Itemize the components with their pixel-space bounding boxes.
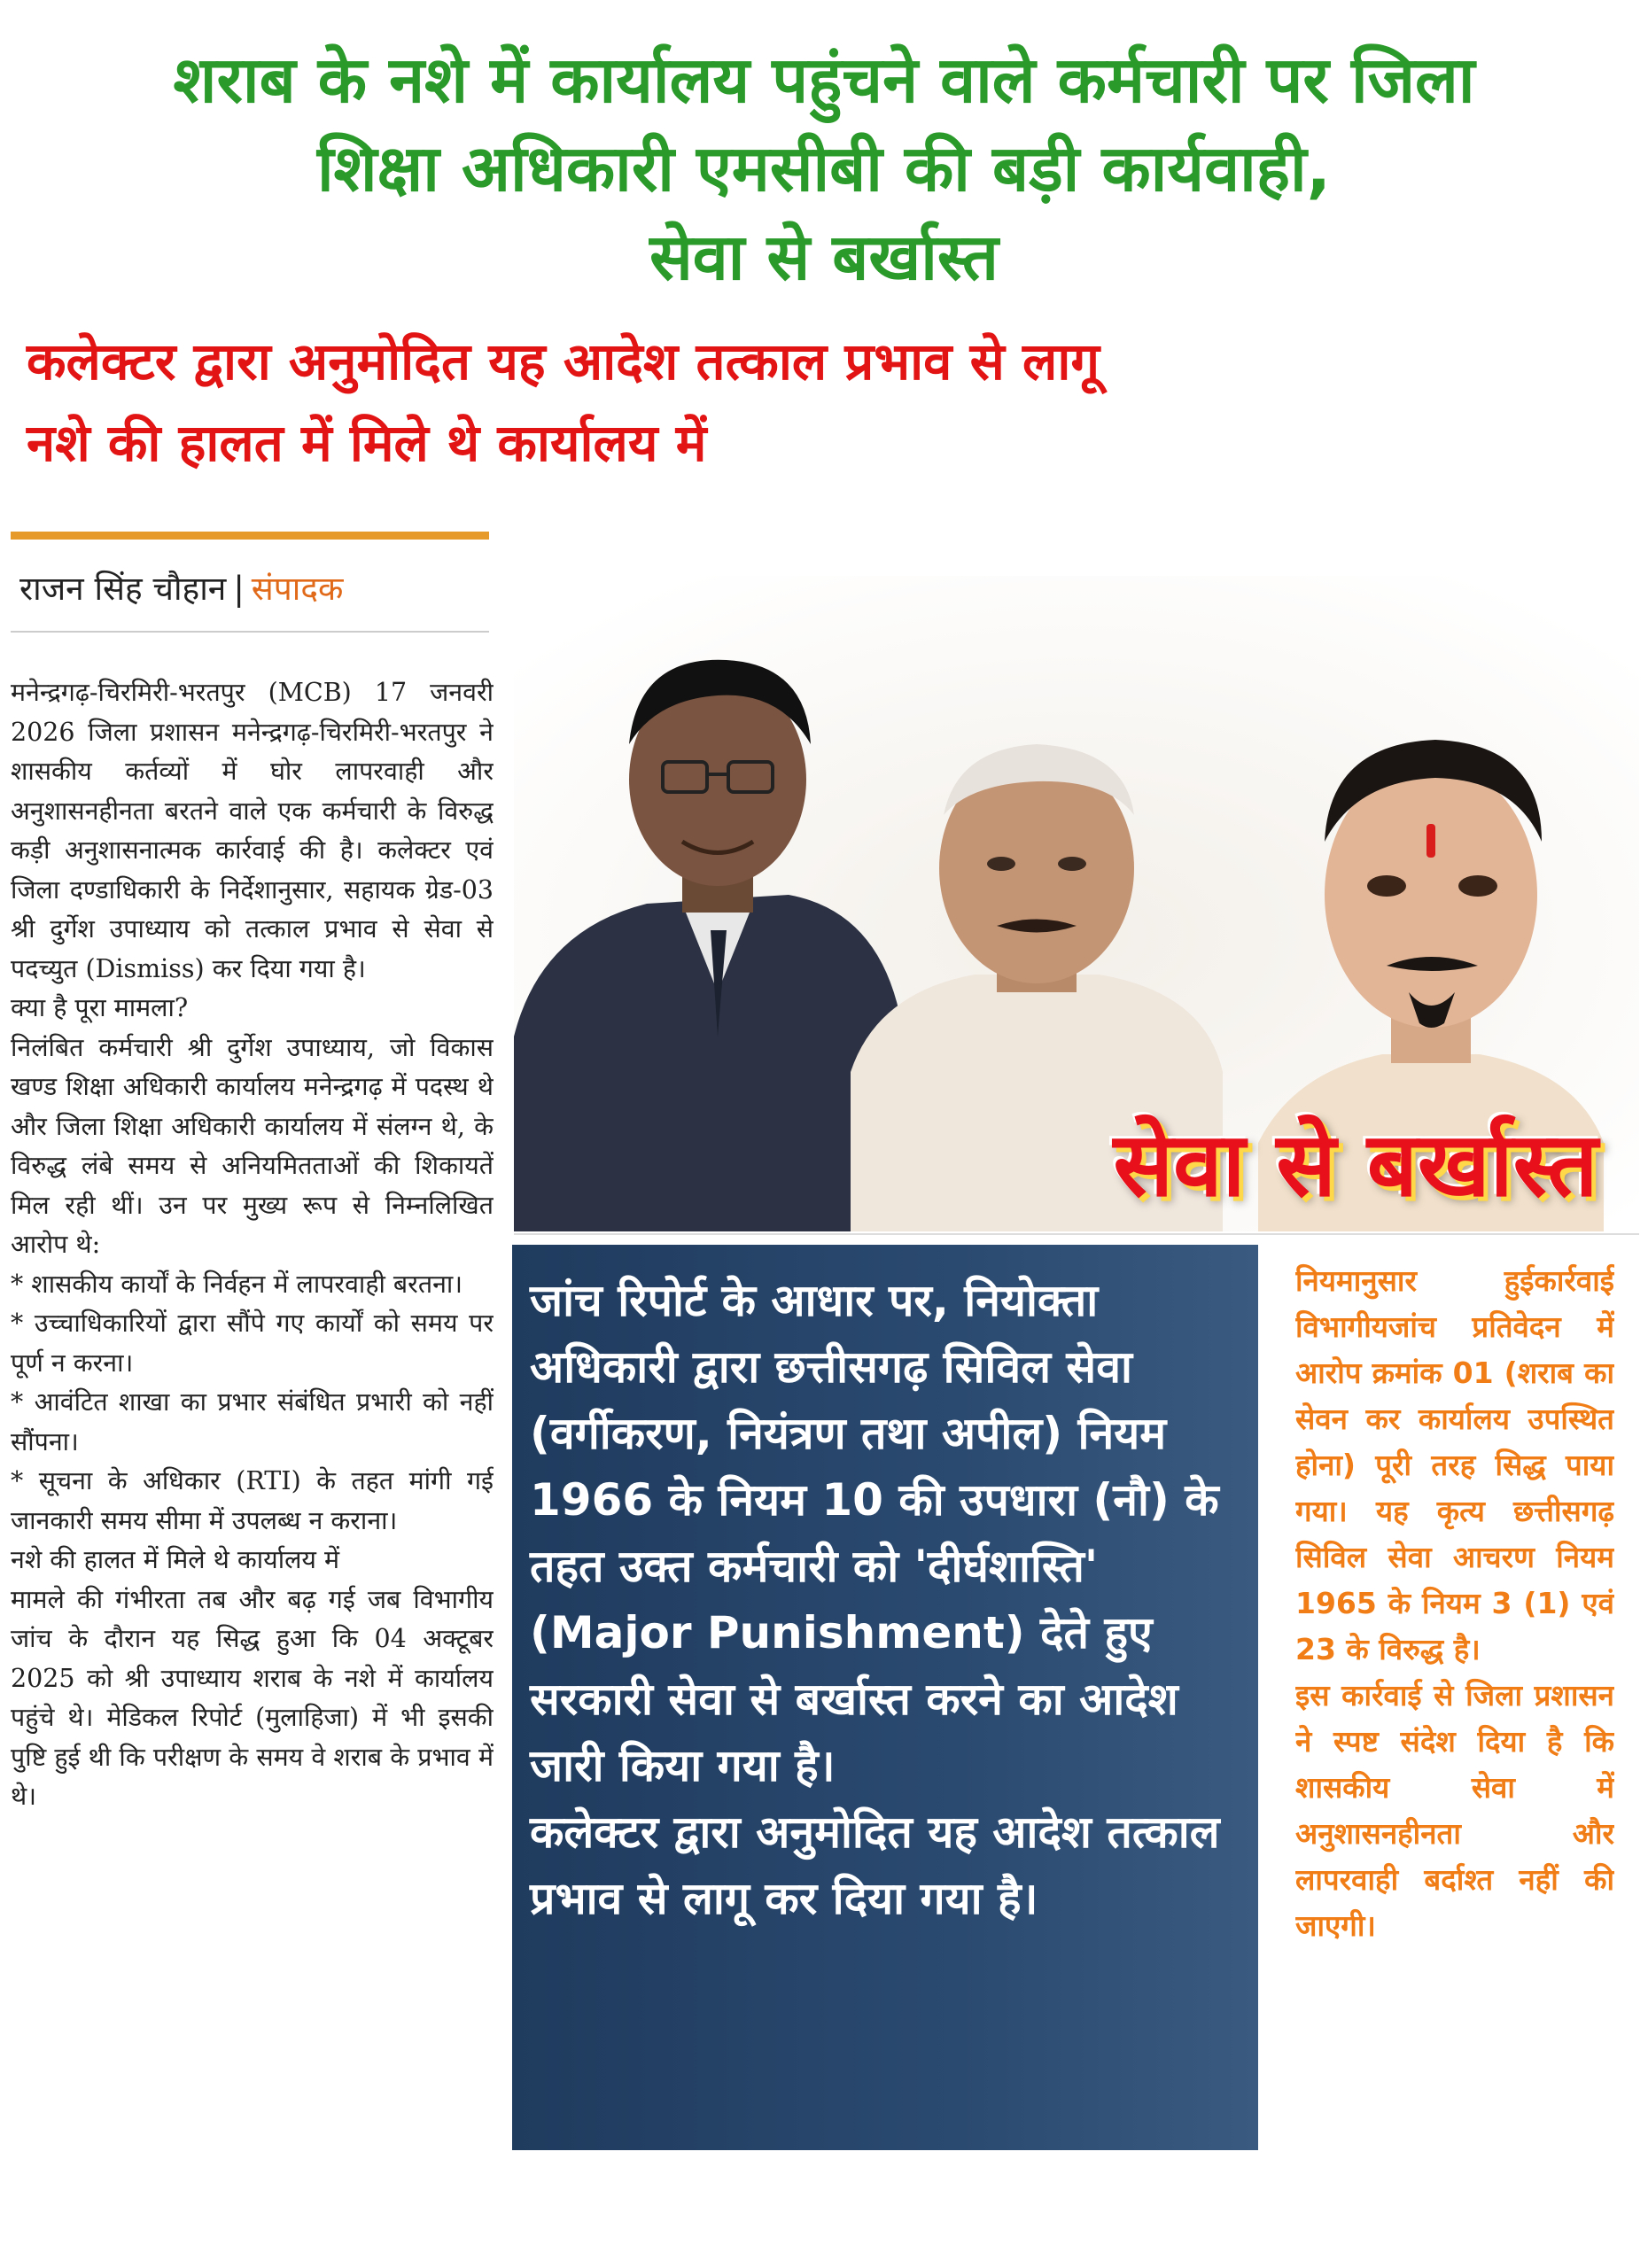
section-divider	[514, 1233, 1639, 1235]
article-paragraph: मनेन्द्रगढ़-चिरमिरी-भरतपुर (MCB) 17 जनवरी 2026 जिला प्रशासन मनेन्द्रगढ़-चिरमिरी-भरतपुर ने शासकीय कर्तव्यों में घोर लापरवाही और अनुशासनहीनता बरतने वाले एक कर्मचारी के विरुद्ध कड़ी अनुशासनात्मक कार्रवाई की है। कलेक्टर एवं जिला दण्डाधिकारी के निर्देशानुसार, सहायक ग्रेड-03 श्री दुर्गेश उपाध्याय को तत्काल प्रभाव से सेवा से पदच्युत (Dismiss) कर दिया गया है।	[11, 678, 494, 983]
article-paragraph: निलंबित कर्मचारी श्री दुर्गेश उपाध्याय, जो विकास खण्ड शिक्षा अधिकारी कार्यालय मनेन्द्रगढ़ में पदस्थ थे और जिला शिक्षा अधिकारी कार्यालय में संलग्न थे, के विरुद्ध लंबे समय से अनियमितताओं की शिकायतें मिल रही थीं। उन पर मुख्य रूप से निम्नलिखित आरोप थे:	[11, 1032, 494, 1259]
subheadline-line-2: नशे की हालत में मिले थे कार्यालय में	[27, 413, 707, 473]
article-paragraph: मामले की गंभीरता तब और बढ़ गई जब विभागीय जांच के दौरान यह सिद्ध हुआ कि 04 अक्टूबर 2025 को श्री उपाध्याय शराब के नशे में कार्यालय पहुंचे थे। मेडिकल रिपोर्ट (मुलाहिजा) में भी इसकी पुष्टि हुई थी कि परीक्षण के समय वे शराब के प्रभाव में थे।	[11, 1584, 494, 1811]
article-subheading: क्या है पूरा मामला?	[11, 993, 189, 1022]
charge-item: * सूचना के अधिकार (RTI) के तहत मांगी गई जानकारी समय सीमा में उपलब्ध न कराना।	[11, 1466, 494, 1535]
author-name: राजन सिंह चौहान	[19, 570, 227, 608]
byline	[19, 567, 498, 611]
dismissed-stamp: सेवा से बर्खास्त	[1113, 1113, 1598, 1216]
subheadline	[27, 321, 1285, 484]
headline-line-1: शराब के नशे में कार्यालय पहुंचने वाले कर्मचारी पर जिला	[173, 43, 1475, 117]
sidebar-paragraph-1: नियमानुसार हुईकार्रवाई विभागीयजांच प्रतिवेदन में आरोप क्रमांक 01 (शराब का सेवन कर कार्यालय उपस्थित होना) पूरी तरह सिद्ध पाया गया। यह कृत्य छत्तीसगढ़ सिविल सेवा आचरण नियम 1965 के नियम 3 (1) एवं 23 के विरुद्ध है।	[1295, 1263, 1614, 1666]
byline-top-rule	[11, 532, 489, 540]
highlight-paragraph-2: कलेक्टर द्वारा अनुमोदित यह आदेश तत्काल प्रभाव से लागू कर दिया गया है।	[530, 1806, 1220, 1924]
sidebar-column	[1295, 1258, 1614, 2144]
article-subheading: नशे की हालत में मिले थे कार्यालय में	[11, 1545, 340, 1574]
author-role: संपादक	[251, 570, 344, 608]
sidebar-paragraph-2: इस कार्रवाई से जिला प्रशासन ने स्पष्ट संदेश दिया है कि शासकीय सेवा में अनुशासनहीनता और लापरवाही बर्दाश्त नहीं की जाएगी।	[1295, 1678, 1614, 1943]
subheadline-line-1: कलेक्टर द्वारा अनुमोदित यह आदेश तत्काल प्रभाव से लागू	[27, 331, 1100, 392]
headline-line-2: शिक्षा अधिकारी एमसीबी की बड़ी कार्यवाही,	[317, 131, 1331, 206]
highlight-paragraph-1: जांच रिपोर्ट के आधार पर, नियोक्ता अधिकारी द्वारा छत्तीसगढ़ सिविल सेवा (वर्गीकरण, नियंत्रण तथा अपील) नियम 1966 के नियम 10 की उपधारा (नौ) के तहत उक्त कर्मचारी को 'दीर्घशास्ति' (Major Punishment) देते हुए सरकारी सेवा से बर्खास्त करने का आदेश जारी किया गया है।	[530, 1275, 1219, 1791]
headline	[18, 35, 1630, 301]
charge-item: * आवंटित शाखा का प्रभार संबंधित प्रभारी को नहीं सौंपना।	[11, 1387, 494, 1456]
article-body	[11, 673, 494, 2259]
highlight-box	[512, 1245, 1258, 2150]
byline-separator: |	[233, 570, 245, 608]
charge-item: * उच्चाधिकारियों द्वारा सौंपे गए कार्यों को समय पर पूर्ण न करना।	[11, 1309, 494, 1378]
byline-bottom-rule	[11, 631, 489, 633]
headline-line-3: सेवा से बर्खास्त	[649, 220, 999, 294]
charge-item: * शासकीय कार्यों के निर्वहन में लापरवाही बरतना।	[11, 1269, 463, 1299]
